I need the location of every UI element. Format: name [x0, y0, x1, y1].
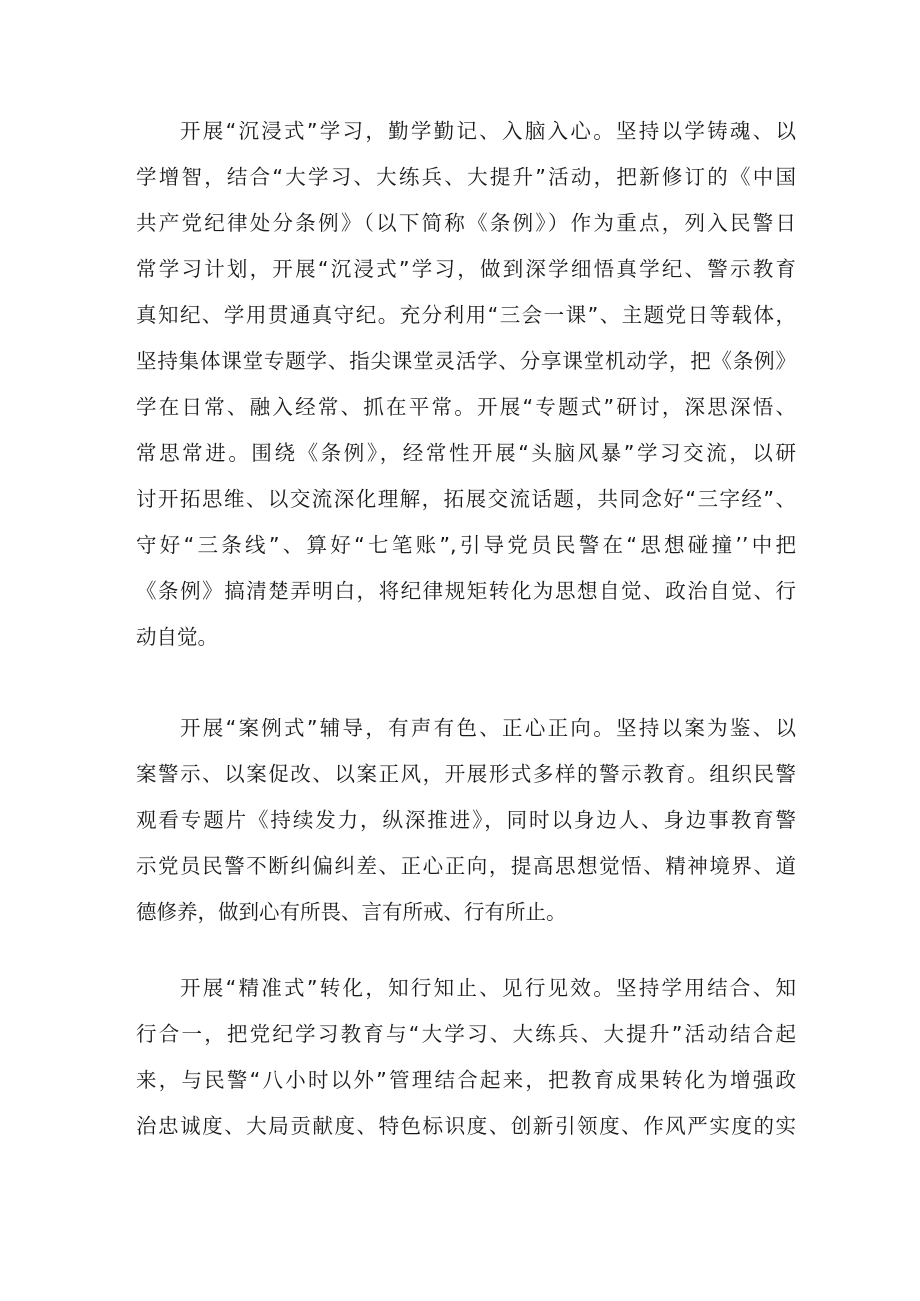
paragraph-line: 治忠诚度、大局贡献度、特色标识度、创新引领度、作风严实度的实 — [136, 1114, 796, 1138]
paragraph-line: 观看专题片《持续发力，纵深推进》，同时以身边人、身边事教育警 — [136, 808, 796, 832]
paragraph-line: 坚持集体课堂专题学、指尖课堂灵活学、分享课堂机动学，把《条例》 — [136, 349, 796, 373]
paragraph-line: 共产党纪律处分条例》（以下简称《条例》）作为重点，列入民警日 — [136, 211, 796, 235]
paragraph-line: 来，与民警“八小时以外”管理结合起来，把教育成果转化为增强政 — [136, 1068, 796, 1092]
paragraph-line: 守好“三条线”、算好“七笔账”,引导党员民警在“思想碰撞’’中把 — [136, 533, 796, 557]
paragraph-line: 开展“沉浸式”学习，勤学勤记、入脑入心。坚持以学铸魂、以 — [180, 119, 796, 143]
paragraph-line: 开展“精准式”转化，知行知止、见行见效。坚持学用结合、知 — [180, 976, 796, 1000]
paragraph-line: 学增智，结合“大学习、大练兵、大提升”活动，把新修订的《中国 — [136, 165, 796, 189]
paragraph-line: 真知纪、学用贯通真守纪。充分利用“三会一课”、主题党日等载体， — [136, 303, 796, 327]
paragraph-3 — [136, 965, 796, 1149]
paragraph-line: 示党员民警不断纠偏纠差、正心正向，提高思想觉悟、精神境界、道 — [136, 854, 796, 878]
paragraph-line: 德修养，做到心有所畏、言有所戒、行有所止。 — [136, 900, 567, 924]
paragraph-line: 常学习计划，开展“沉浸式”学习，做到深学细悟真学纪、警示教育 — [136, 257, 796, 281]
paragraph-line: 学在日常、融入经常、抓在平常。开展“专题式”研讨，深思深悟、 — [136, 395, 796, 419]
paragraph-line: 讨开拓思维、以交流深化理解，拓展交流话题，共同念好“三字经”、 — [136, 487, 796, 511]
paragraph-line: 《条例》搞清楚弄明白，将纪律规矩转化为思想自觉、政治自觉、行 — [136, 579, 796, 603]
paragraph-line: 常思常进。围绕《条例》，经常性开展“头脑风暴”学习交流，以研 — [136, 441, 796, 465]
paragraph-2 — [136, 705, 796, 935]
paragraph-line: 案警示、以案促改、以案正风，开展形式多样的警示教育。组织民警 — [136, 762, 796, 786]
paragraph-line: 行合一，把党纪学习教育与“大学习、大练兵、大提升”活动结合起 — [136, 1022, 796, 1046]
paragraph-line: 动自觉。 — [136, 625, 218, 649]
paragraph-line: 开展“案例式”辅导，有声有色、正心正向。坚持以案为鉴、以 — [180, 716, 796, 740]
paragraph-1 — [136, 108, 796, 660]
